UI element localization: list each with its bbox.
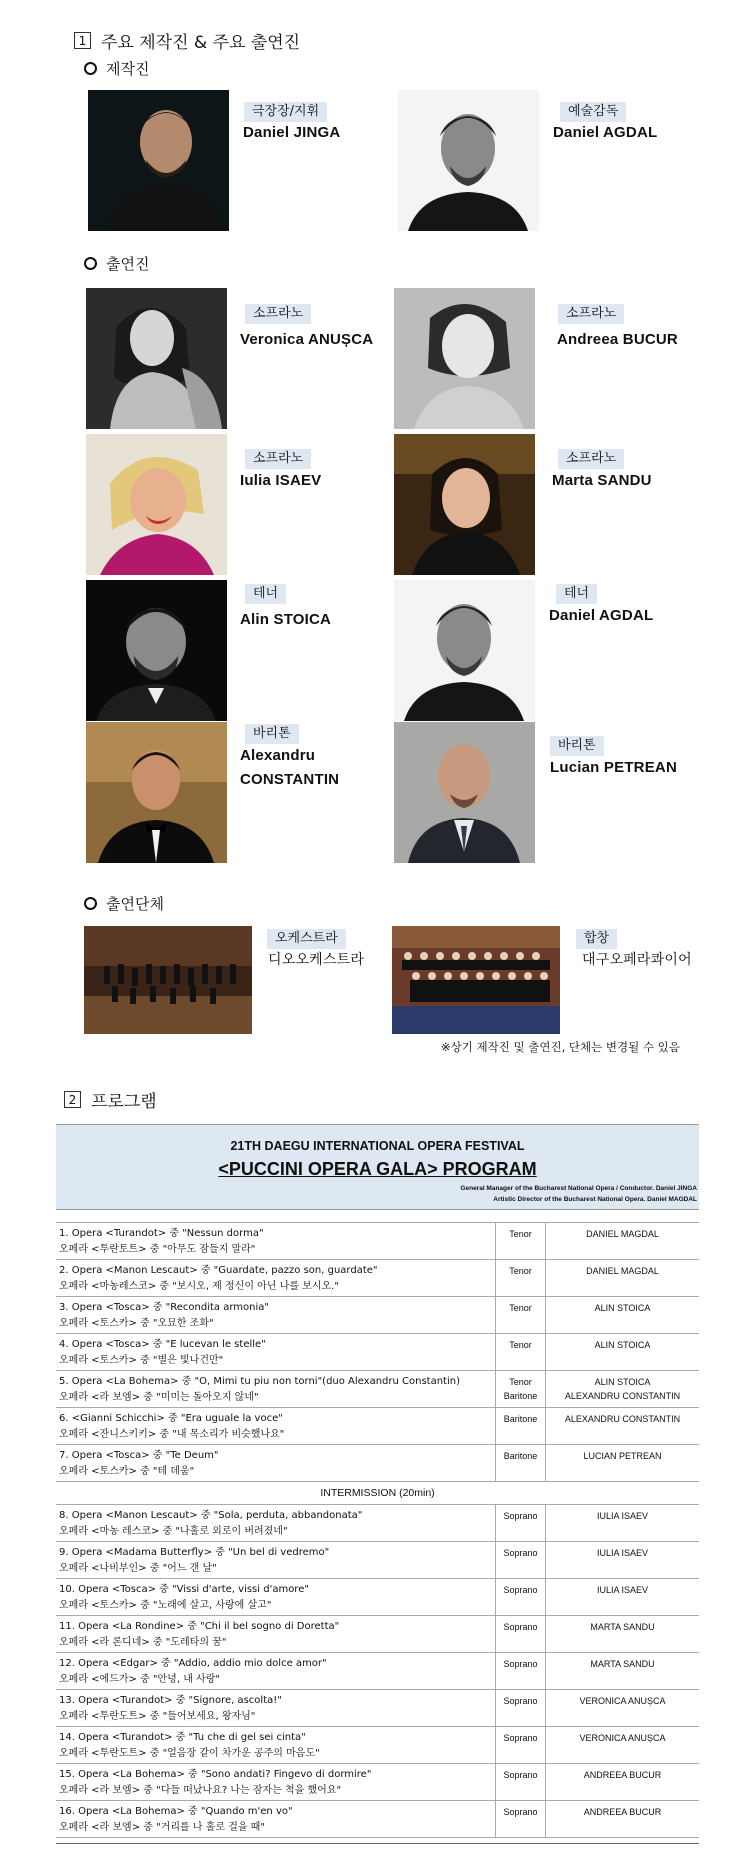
song-title-korean: 오페라 <나비부인> 중 "어느 갠 날" [59, 1563, 217, 1574]
voice-type [496, 1260, 546, 1296]
song-description [56, 1223, 496, 1259]
voice-type-1: Soprano [503, 1511, 538, 1521]
credit-director: Artistic Director of the Bucharest National Opera. Daniel MAGDAL [493, 1196, 697, 1203]
singer-1: VERONICA ANUȘCA [579, 1733, 666, 1743]
song-description [56, 1297, 496, 1333]
section-number: 1 [74, 32, 91, 49]
voice-type-1: Soprano [503, 1622, 538, 1632]
voice-type [496, 1408, 546, 1444]
section-title-text: 프로그램 [91, 1092, 157, 1112]
singer-1: ANDREEA BUCUR [583, 1770, 662, 1780]
groups-subtitle: 출연단체 [84, 893, 164, 914]
photo-andreea-bucur [394, 288, 535, 429]
photo-daniel-agdal-tenor [394, 580, 535, 721]
singer-1: ALEXANDRU CONSTANTIN [564, 1414, 681, 1424]
table-row [56, 1408, 699, 1445]
voice-type [496, 1542, 546, 1578]
table-row [56, 1653, 699, 1690]
voice-type [496, 1297, 546, 1333]
singer-1: ALIN STOICA [594, 1303, 651, 1313]
photo-marta-sandu [394, 434, 535, 575]
voice-type [496, 1579, 546, 1615]
song-title-korean: 오페라 <토스카> 중 "노래에 살고, 사랑에 살고" [59, 1600, 272, 1611]
song-description [56, 1260, 496, 1296]
table-row [56, 1690, 699, 1727]
role-badge: 합창 [576, 929, 617, 949]
photo-veronica-anusca [86, 288, 227, 429]
photo-alexandru-constantin [86, 722, 227, 863]
voice-type [496, 1223, 546, 1259]
song-title-korean: 오페라 <투란도트> 중 "얼음장 같이 차가운 공주의 마음도" [59, 1748, 320, 1759]
singer-1: DANIEL MAGDAL [586, 1229, 659, 1239]
singer-2: ALEXANDRU CONSTANTIN [564, 1391, 681, 1401]
group-name: 디오오케스트라 [268, 952, 365, 968]
person-name: Veronica ANUȘCA [240, 331, 374, 348]
singer [546, 1371, 699, 1407]
section-title-text: 주요 제작진 & 주요 출연진 [101, 33, 301, 53]
program-header [56, 1125, 699, 1210]
song-title-original: 6. <Gianni Schicchi> 중 "Era uguale la voce" [59, 1413, 283, 1424]
song-description [56, 1505, 496, 1541]
table-row [56, 1260, 699, 1297]
voice-type [496, 1334, 546, 1370]
song-title-original: 15. Opera <La Bohema> 중 "Sono andati? Fingevo di dormire" [59, 1769, 372, 1780]
singer [546, 1408, 699, 1444]
song-title-korean: 오페라 <라 보엠> 중 "미미는 돌아오지 않네" [59, 1392, 259, 1403]
photo-daniel-agdal [398, 90, 539, 231]
singer-1: ANDREEA BUCUR [583, 1807, 662, 1817]
photo-alin-stoica [86, 580, 227, 721]
song-description [56, 1445, 496, 1481]
voice-type-1: Soprano [503, 1770, 538, 1780]
song-title-korean: 오페라 <라 보엠> 중 "다들 떠났나요? 나는 잠자는 척을 했어요" [59, 1785, 342, 1796]
song-title-korean: 오페라 <투란토트> 중 "아무도 잠들지 말라" [59, 1244, 256, 1255]
singer-1: ALIN STOICA [594, 1340, 651, 1350]
song-description [56, 1801, 496, 1837]
voice-type-1: Soprano [503, 1548, 538, 1558]
section-1-title [74, 28, 300, 53]
song-title-original: 3. Opera <Tosca> 중 "Recondita armonia" [59, 1302, 269, 1313]
photo-daegu-opera-choir [392, 926, 560, 1034]
voice-type-1: Soprano [503, 1585, 538, 1595]
spacer-row [56, 1210, 699, 1223]
role-badge: 바리톤 [550, 736, 604, 756]
bullet-icon [84, 257, 97, 270]
role-badge: 테너 [245, 584, 286, 604]
photo-dio-orchestra [84, 926, 252, 1034]
song-description [56, 1579, 496, 1615]
song-title-korean: 오페라 <라 론디네> 중 "도레타의 꿈" [59, 1637, 227, 1648]
group-name: 대구오페라콰이어 [582, 952, 692, 968]
voice-type [496, 1764, 546, 1800]
role-badge: 극장장/지휘 [244, 102, 327, 122]
voice-type-1: Soprano [503, 1659, 538, 1669]
voice-type [496, 1801, 546, 1837]
table-row [56, 1542, 699, 1579]
bullet-icon [84, 897, 97, 910]
song-title-korean: 오페라 <라 보엠> 중 "거리를 나 홀로 걸을 때" [59, 1822, 265, 1833]
voice-type [496, 1653, 546, 1689]
singer [546, 1505, 699, 1541]
song-title-original: 12. Opera <Edgar> 중 "Addio, addio mio dolce amor" [59, 1658, 327, 1669]
photo-iulia-isaev [86, 434, 227, 575]
role-badge: 소프라노 [558, 449, 624, 469]
person-name: Marta SANDU [552, 472, 652, 489]
voice-type [496, 1727, 546, 1763]
table-row [56, 1334, 699, 1371]
table-row [56, 1801, 699, 1838]
song-title-original: 16. Opera <La Bohema> 중 "Quando m'en vo" [59, 1806, 293, 1817]
singer [546, 1653, 699, 1689]
table-row [56, 1616, 699, 1653]
song-title-original: 2. Opera <Manon Lescaut> 중 "Guardate, pazzo son, guardate" [59, 1265, 378, 1276]
singer-1: IULIA ISAEV [596, 1511, 649, 1521]
voice-type-2: Baritone [503, 1391, 538, 1401]
song-title-korean: 오페라 <잔니스키키> 중 "내 목소리가 비슷했나요" [59, 1429, 285, 1440]
table-row [56, 1579, 699, 1616]
singer [546, 1223, 699, 1259]
song-description [56, 1408, 496, 1444]
table-row [56, 1505, 699, 1542]
song-title-original: 9. Opera <Madama Butterfly> 중 "Un bel di vedremo" [59, 1547, 330, 1558]
person-name: Andreea BUCUR [557, 331, 678, 348]
photo-lucian-petrean [394, 722, 535, 863]
person-name-line2: CONSTANTIN [240, 771, 340, 788]
program-table [56, 1124, 699, 1844]
production-subtitle: 제작진 [84, 58, 149, 79]
role-badge: 오케스트라 [267, 929, 346, 949]
table-row [56, 1764, 699, 1801]
voice-type [496, 1445, 546, 1481]
song-description [56, 1690, 496, 1726]
person-name: Daniel AGDAL [549, 607, 654, 624]
voice-type-1: Tenor [509, 1377, 532, 1387]
voice-type-1: Baritone [503, 1451, 538, 1461]
song-title-original: 11. Opera <La Rondine> 중 "Chi il bel sogno di Doretta" [59, 1621, 340, 1632]
table-row [56, 1371, 699, 1408]
singer-1: IULIA ISAEV [596, 1585, 649, 1595]
singer-1: DANIEL MAGDAL [586, 1266, 659, 1276]
table-row [56, 1445, 699, 1482]
song-description [56, 1371, 496, 1407]
voice-type-1: Soprano [503, 1696, 538, 1706]
singer [546, 1260, 699, 1296]
role-badge: 소프라노 [245, 449, 311, 469]
person-name: Iulia ISAEV [240, 472, 322, 489]
song-title-korean: 오페라 <마농레스코> 중 "보시오, 제 정신이 아닌 나를 보시오." [59, 1281, 339, 1292]
singer-1: MARTA SANDU [590, 1622, 655, 1632]
voice-type [496, 1616, 546, 1652]
singer [546, 1579, 699, 1615]
song-title-korean: 오페라 <투란도트> 중 "들어보세요, 왕자님" [59, 1711, 256, 1722]
section-number: 2 [64, 1091, 81, 1108]
song-description [56, 1764, 496, 1800]
singer [546, 1727, 699, 1763]
song-title-original: 4. Opera <Tosca> 중 "E lucevan le stelle" [59, 1339, 266, 1350]
song-title-original: 10. Opera <Tosca> 중 "Vissi d'arte, vissi d'amore" [59, 1584, 309, 1595]
singer-1: MARTA SANDU [590, 1659, 655, 1669]
credit-conductor: General Manager of the Bucharest National Opera / Conductor. Daniel JINGA [460, 1185, 697, 1192]
singer [546, 1764, 699, 1800]
singer [546, 1690, 699, 1726]
table-row [56, 1297, 699, 1334]
notice-text: ※상기 제작진 및 출연진, 단체는 변경될 수 있음 [441, 1040, 680, 1054]
song-title-korean: 오페라 <토스카> 중 "별은 빛나건만" [59, 1355, 224, 1366]
voice-type-1: Tenor [509, 1229, 532, 1239]
song-description [56, 1334, 496, 1370]
singer [546, 1542, 699, 1578]
person-name: Daniel AGDAL [553, 124, 658, 141]
song-description [56, 1653, 496, 1689]
song-title-korean: 오페라 <토스카> 중 "오묘한 조화" [59, 1318, 214, 1329]
singer [546, 1801, 699, 1837]
voice-type [496, 1690, 546, 1726]
voice-type-1: Tenor [509, 1266, 532, 1276]
table-row [56, 1727, 699, 1764]
role-badge: 예술감독 [560, 102, 626, 122]
person-name: Daniel JINGA [243, 124, 341, 141]
table-row [56, 1223, 699, 1260]
intermission-row: INTERMISSION (20min) [56, 1482, 699, 1505]
song-title-korean: 오페라 <토스카> 중 "테 데움" [59, 1466, 195, 1477]
singer-1: VERONICA ANUȘCA [579, 1696, 666, 1706]
section-2-title [64, 1087, 157, 1112]
person-name: Lucian PETREAN [550, 759, 677, 776]
person-name: Alin STOICA [240, 611, 332, 628]
voice-type-1: Tenor [509, 1303, 532, 1313]
festival-title: 21TH DAEGU INTERNATIONAL OPERA FESTIVAL [230, 1139, 525, 1153]
song-title-korean: 오페라 <마농 레스코> 중 "나홀로 외로이 버려졌네" [59, 1526, 288, 1537]
song-title-original: 8. Opera <Manon Lescaut> 중 "Sola, perduta, abbandonata" [59, 1510, 363, 1521]
bullet-icon [84, 62, 97, 75]
cast-subtitle: 출연진 [84, 253, 149, 274]
role-badge: 바리톤 [245, 724, 299, 744]
song-title-original: 1. Opera <Turandot> 중 "Nessun dorma" [59, 1228, 264, 1239]
program-title: <PUCCINI OPERA GALA> PROGRAM [218, 1159, 537, 1179]
song-description [56, 1727, 496, 1763]
singer [546, 1297, 699, 1333]
person-name-line1: Alexandru [240, 747, 316, 764]
voice-type-1: Soprano [503, 1807, 538, 1817]
song-description [56, 1616, 496, 1652]
role-badge: 테너 [556, 584, 597, 604]
photo-daniel-jinga [88, 90, 229, 231]
song-title-original: 14. Opera <Turandot> 중 "Tu che di gel sei cinta" [59, 1732, 306, 1743]
voice-type-1: Soprano [503, 1733, 538, 1743]
singer [546, 1334, 699, 1370]
song-title-original: 5. Opera <La Bohema> 중 "O, Mimi tu piu non torni"(duo Alexandru Constantin) [59, 1376, 460, 1387]
voice-type-1: Tenor [509, 1340, 532, 1350]
song-title-korean: 오페라 <에드가> 중 "안녕, 내 사랑" [59, 1674, 220, 1685]
role-badge: 소프라노 [558, 304, 624, 324]
singer [546, 1616, 699, 1652]
singer [546, 1445, 699, 1481]
voice-type [496, 1371, 546, 1407]
singer-1: IULIA ISAEV [596, 1548, 649, 1558]
singer-1: ALIN STOICA [594, 1377, 651, 1387]
song-title-original: 13. Opera <Turandot> 중 "Signore, ascolta!" [59, 1695, 282, 1706]
voice-type [496, 1505, 546, 1541]
song-title-original: 7. Opera <Tosca> 중 "Te Deum" [59, 1450, 219, 1461]
role-badge: 소프라노 [245, 304, 311, 324]
singer-1: LUCIAN PETREAN [583, 1451, 662, 1461]
voice-type-1: Baritone [503, 1414, 538, 1424]
song-description [56, 1542, 496, 1578]
